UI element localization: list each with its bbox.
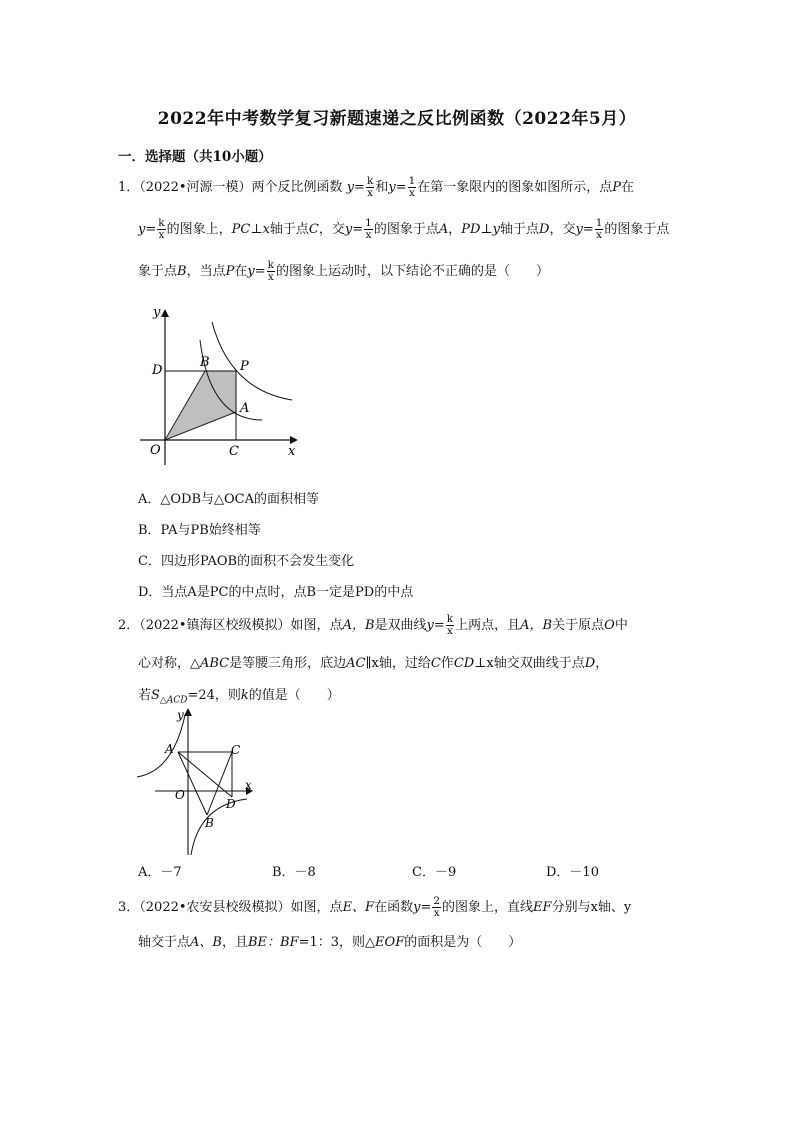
q2-text: 是等腰三角形，底边	[229, 656, 347, 671]
q1-yeq: y=	[346, 180, 365, 195]
y-axis-arrow	[184, 708, 192, 716]
q1-text: 轴于点	[269, 222, 309, 237]
q1-number: 1．	[118, 180, 140, 195]
q3-yeq: y=	[413, 900, 432, 915]
q1-text: 的图象于点	[373, 222, 439, 237]
q1-option-c: C．四边形PAOB的面积不会发生变化	[138, 554, 355, 569]
q1-var: PC⊥x	[231, 222, 270, 237]
q2-text: 作	[440, 656, 454, 671]
q2-var: A，B	[342, 618, 375, 633]
q2-var: ABC	[200, 656, 230, 671]
q1-text: 和	[375, 180, 389, 195]
q2-figure	[135, 705, 265, 855]
frac-den: x	[408, 187, 415, 199]
q3-text: 分别与x轴、y	[551, 900, 632, 915]
segment-AB	[178, 752, 207, 815]
q3-text: 轴交于点	[138, 935, 191, 950]
q2-text: 关于原点	[552, 618, 605, 633]
q1-option-d: D．当点A是PC的中点时，点B一定是PD的中点	[138, 585, 414, 600]
label-B: B	[205, 816, 214, 830]
fraction-k-over-x	[446, 614, 454, 637]
q1-text: 象于点	[138, 264, 178, 279]
y-axis-arrow	[161, 309, 169, 317]
q1-yeq: y=	[344, 222, 364, 237]
label-x: x	[245, 778, 252, 792]
curve-branch-upper	[137, 715, 185, 777]
q3-text: ，且	[221, 935, 248, 950]
segment-AD	[178, 752, 232, 797]
q1-var: A	[438, 222, 449, 237]
frac-den: x	[158, 229, 165, 241]
q2-subscript: △ACD	[159, 695, 188, 706]
q3-line-2	[138, 933, 521, 953]
q3-text: 的面积是为（ ）	[404, 935, 522, 950]
q1-line-2	[138, 218, 669, 241]
x-axis-arrow	[290, 436, 298, 444]
frac-num: k	[158, 217, 165, 229]
frac-num: 2	[433, 895, 441, 907]
q2-text: 心对称，△	[138, 656, 200, 671]
q1-line-3	[138, 260, 549, 283]
q1-text: 在	[621, 180, 635, 195]
q1-text: 两个反比例函数	[251, 180, 343, 195]
curve-branch-lower	[191, 799, 247, 855]
q1-text: ，交	[549, 222, 576, 237]
q1-var: P	[612, 180, 622, 195]
q3-source: （2022•农安县校级模拟）	[139, 900, 291, 915]
q3-var: BE：BF	[247, 935, 299, 950]
fraction-1-over-x	[364, 218, 373, 241]
fraction-1-over-x	[408, 176, 417, 199]
q3-var: EOF	[375, 935, 405, 950]
frac-den: x	[267, 271, 274, 283]
q2-line-2	[138, 654, 608, 674]
q2-text: ⊥x轴交双曲线于点	[474, 656, 585, 671]
q1-text: 的图象上，	[166, 222, 232, 237]
q1-text: ，当点	[186, 264, 226, 279]
q2-var: C	[430, 656, 441, 671]
page-title: 2022年中考数学复习新题速递之反比例函数（2022年5月）	[157, 109, 637, 129]
q1-text: 轴于点	[500, 222, 540, 237]
q2-text: 是双曲线	[374, 618, 427, 633]
q2-yeq: y=	[426, 618, 445, 633]
q1-yeq: y=	[138, 222, 157, 237]
q2-number: 2．	[118, 618, 140, 633]
label-y: y	[177, 708, 184, 722]
fraction-k-over-x	[157, 218, 165, 241]
label-A: A	[240, 401, 250, 416]
q2-text: 如图，点	[290, 618, 343, 633]
q3-number: 3．	[118, 900, 140, 915]
label-x: x	[288, 444, 296, 459]
frac-num: 1	[365, 217, 372, 229]
frac-den: x	[367, 187, 374, 199]
q1-var: C	[308, 222, 319, 237]
q2-option-c: C．－9	[412, 865, 457, 880]
frac-num: k	[446, 613, 454, 625]
q1-yeq: y=	[575, 222, 594, 237]
q1-source: （2022•河源一模）	[139, 180, 252, 195]
q2-text: 中	[614, 618, 628, 633]
q2-text: =24，则	[187, 688, 241, 703]
fraction-k-over-x	[267, 260, 275, 283]
q1-text: 的图象于点	[604, 222, 670, 237]
q2-var: D	[584, 656, 596, 671]
q1-text: 在第一象限内的图象如图所示，点	[417, 180, 613, 195]
frac-num: k	[267, 259, 274, 271]
label-A: A	[165, 742, 174, 756]
q3-var: A、B	[190, 935, 222, 950]
q2-option-b: B．－8	[272, 865, 316, 880]
q3-var: EF	[533, 900, 552, 915]
q2-option-a: A．－7	[138, 865, 182, 880]
label-B: B	[200, 355, 210, 370]
q1-figure	[140, 300, 310, 465]
fraction-k-over-x	[366, 176, 374, 199]
q2-text: 若	[138, 688, 152, 703]
label-y: y	[153, 305, 161, 320]
label-P: P	[240, 359, 249, 374]
frac-num: k	[366, 175, 374, 187]
label-D: D	[226, 797, 236, 811]
q1-yeq: y=	[247, 264, 266, 279]
q3-text: 的图象上，直线	[442, 900, 534, 915]
q1-text: 在	[234, 264, 248, 279]
q1-var: P	[225, 264, 235, 279]
q3-var: E、F	[342, 900, 375, 915]
q3-text: =1：3，则△	[298, 935, 376, 950]
q2-text: 上两点，且	[455, 618, 521, 633]
q2-option-d: D．－10	[546, 865, 599, 880]
label-C: C	[229, 444, 239, 459]
q2-source: （2022•镇海区校级模拟）	[139, 618, 291, 633]
q2-text: ，	[595, 656, 609, 671]
frac-num: 1	[408, 175, 416, 187]
q2-text: ∥x轴，过给	[365, 656, 431, 671]
label-C: C	[231, 743, 241, 757]
fraction-2-over-x	[432, 896, 441, 919]
q2-var: AC	[346, 656, 366, 671]
q2-var: A，B	[520, 618, 553, 633]
q3-text: 如图，点	[290, 900, 343, 915]
q3-text: 在函数	[374, 900, 414, 915]
q2-var: k	[240, 688, 249, 703]
q2-var: CD	[453, 656, 475, 671]
q1-var: PD⊥y	[461, 222, 500, 237]
frac-den: x	[596, 229, 603, 241]
frac-den: x	[447, 625, 453, 637]
label-D: D	[152, 363, 163, 378]
q1-text: ，交	[318, 222, 345, 237]
q1-text: ，	[448, 222, 462, 237]
section-heading: 一．选择题（共10小题）	[118, 149, 272, 165]
q1-var: B	[177, 264, 187, 279]
frac-den: x	[433, 907, 440, 919]
q2-text: 的值是（ ）	[248, 688, 340, 703]
fraction-1-over-x	[595, 218, 604, 241]
q2-var: O	[604, 618, 615, 633]
label-O: O	[175, 788, 185, 802]
q1-option-b: B．PA与PB始终相等	[138, 523, 261, 538]
q2-line-1	[118, 614, 628, 637]
q1-yeq: y=	[388, 180, 407, 195]
q1-option-a: A．△ODB与△OCA的面积相等	[138, 492, 320, 507]
q1-text: 的图象上运动时，以下结论不正确的是（ ）	[275, 264, 549, 279]
q3-line-1	[118, 896, 631, 919]
q1-line-1	[118, 176, 634, 199]
frac-den: x	[365, 229, 372, 241]
frac-num: 1	[595, 217, 603, 229]
q1-var: D	[539, 222, 550, 237]
q2-var: S	[151, 688, 160, 703]
label-O: O	[150, 443, 161, 458]
